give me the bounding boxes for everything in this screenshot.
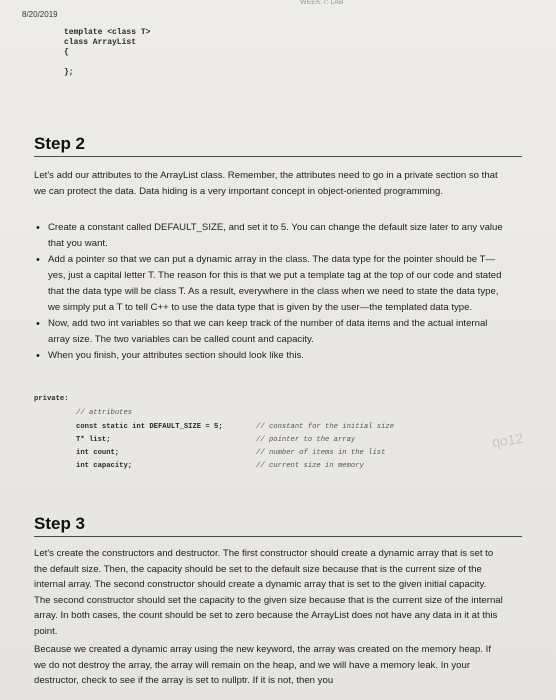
code-line: T* list; — [76, 436, 111, 444]
bullet-icon: • — [36, 254, 40, 266]
code-line: class ArrayList — [64, 38, 137, 47]
list-item: • Add a pointer so that we can put a dynamic array in the class. The data type for the pointer should be T—yes, just a capital letter T. The reason for this is that we put a template tag at the top of our code and stated that the data type will be class T. As a result, everywhere in the class when we need to state the data type, we simply put a T to tell C++ to use the data type that is given by the user—the templated data type. — [36, 254, 502, 313]
class-template-code — [64, 28, 150, 78]
bullet-icon: • — [36, 350, 40, 362]
step-2-bullet-list — [34, 220, 504, 364]
step-3-heading: Step 3 — [34, 514, 86, 533]
attributes-code-block — [34, 395, 504, 475]
code-line — [64, 58, 150, 68]
page-header-strip: WEEK 7: LAB — [300, 0, 344, 6]
step-2-divider — [34, 156, 522, 157]
document-date: 8/20/2019 — [22, 10, 58, 19]
list-item: • When you finish, your attributes section should look like this. — [36, 350, 304, 362]
step-3-divider — [34, 536, 522, 537]
step-3-paragraph-2: Because we created a dynamic array using the new keyword, the array was created on the memory heap. If we do not destroy the array, the array will remain on the heap, and we will have a memory leak. In your destructor, check to see if the array is set to nullptr. If it is not, then you — [34, 644, 492, 686]
bullet-icon: • — [36, 318, 40, 330]
code-comment: // current size in memory — [256, 462, 364, 470]
code-comment: // attributes — [76, 409, 133, 417]
code-line: }; — [64, 68, 74, 77]
code-line: template <class T> — [64, 28, 151, 37]
code-line: const static int DEFAULT_SIZE = 5; — [76, 423, 223, 431]
code-private-label: private: — [34, 395, 69, 403]
list-item: • Now, add two int variables so that we can keep track of the number of data items and the actual internal array size. The two variables can be called count and capacity. — [36, 318, 488, 345]
list-item: • Create a constant called DEFAULT_SIZE, and set it to 5. You can change the default size later to any value that you want. — [36, 222, 503, 249]
code-comment: // pointer to the array — [256, 436, 356, 444]
code-line: int capacity; — [76, 462, 133, 470]
code-comment: // number of items in the list — [256, 449, 386, 457]
code-line: { — [64, 48, 69, 57]
watermark: qo12 — [491, 429, 525, 451]
code-line: int count; — [76, 449, 120, 457]
step-2-intro: Let's add our attributes to the ArrayList class. Remember, the attributes need to go in a private section so that we can protect the data. Data hiding is a very important concept in object-oriented programming. — [34, 170, 498, 197]
code-comment: // constant for the initial size — [256, 423, 395, 431]
step-3-paragraph-1: Let's create the constructors and destructor. The first constructor should create a dynamic array that is set to the default size. Then, the capacity should be set to the default size because that is the current size of the internal array. The second constructor should create a dynamic array that is set to the given initial capacity. The second constructor should set the capacity to the given size because that is the current size of the internal array. In both cases, the count should be set to zero because the ArrayList does not have any data in it at this point. — [34, 548, 503, 637]
step-2-heading: Step 2 — [34, 134, 86, 153]
bullet-icon: • — [36, 222, 40, 234]
